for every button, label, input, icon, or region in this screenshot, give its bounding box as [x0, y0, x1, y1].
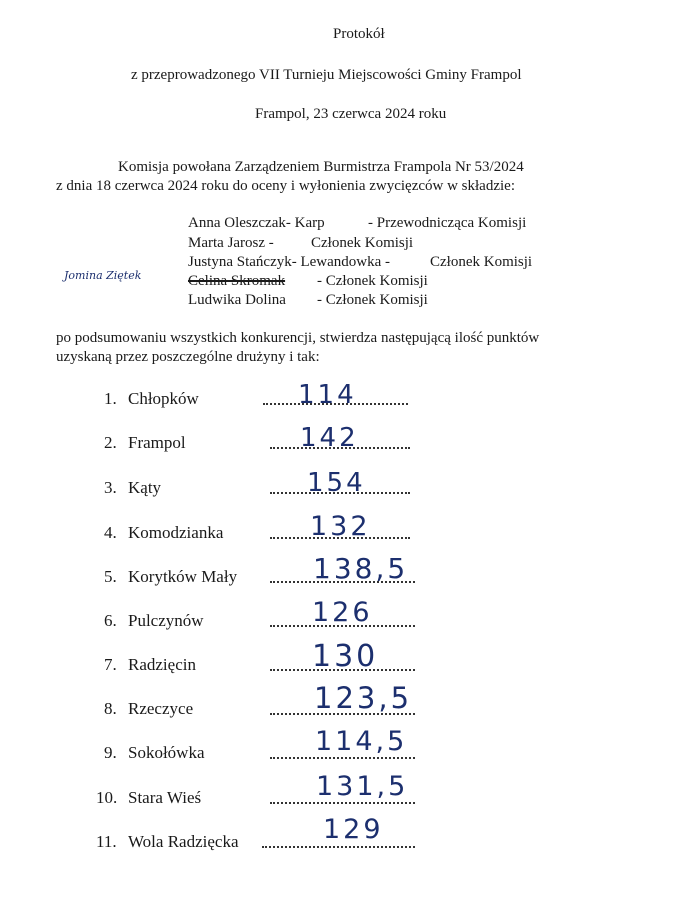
team-name: Frampol: [128, 433, 186, 452]
handwritten-points: 154: [307, 468, 366, 498]
handwritten-replacement-name: Jomina Ziętek: [64, 269, 142, 282]
committee-role-1: - Przewodnicząca Komisji: [368, 215, 527, 231]
committee-name-5: Ludwika Dolina: [188, 292, 286, 308]
handwritten-points: 142: [300, 423, 359, 453]
committee-name-3: Justyna Stańczyk- Lewandowka -: [188, 254, 391, 270]
team-name: Sokołówka: [128, 743, 205, 762]
handwritten-points: 126: [312, 597, 373, 628]
committee-role-5: - Członek Komisji: [317, 292, 428, 308]
result-number: 8.: [104, 699, 117, 718]
team-name: Rzeczyce: [128, 699, 194, 718]
result-number: 6.: [104, 611, 117, 630]
result-number: 3.: [104, 478, 117, 497]
result-number: 9.: [104, 743, 117, 762]
committee-name-1: Anna Oleszczak- Karp: [188, 215, 325, 231]
intro-line-2: z dnia 18 czerwca 2024 roku do oceny i wyłonienia zwycięzców w składzie:: [56, 178, 515, 194]
handwritten-points: 130: [312, 639, 379, 674]
handwritten-points: 132: [310, 511, 371, 542]
handwritten-points: 114,5: [315, 726, 408, 757]
dotted-leader: [270, 802, 415, 804]
dotted-leader: [262, 846, 415, 848]
result-number: 5.: [104, 567, 117, 586]
summary-line-2: uzyskaną przez poszczególne drużyny i tak:: [56, 349, 320, 365]
team-name: Chłopków: [128, 389, 199, 408]
place-date: Frampol, 23 czerwca 2024 roku: [255, 106, 447, 122]
team-name: Komodzianka: [128, 523, 224, 542]
team-name: Radzięcin: [128, 655, 196, 674]
handwritten-points: 114: [298, 380, 357, 410]
team-name: Korytków Mały: [128, 567, 238, 586]
result-number: 4.: [104, 523, 117, 542]
committee-role-4: - Członek Komisji: [317, 273, 428, 289]
committee-role-2: Członek Komisji: [311, 235, 414, 251]
handwritten-points: 129: [323, 814, 384, 845]
handwritten-points: 138,5: [313, 552, 409, 585]
result-number: 1.: [104, 389, 117, 408]
committee-name-2: Marta Jarosz -: [188, 235, 274, 251]
document-subtitle: z przeprowadzonego VII Turnieju Miejscowości Gminy Frampol: [131, 67, 522, 83]
document-title: Protokół: [333, 26, 385, 42]
team-name: Stara Wieś: [128, 788, 202, 807]
result-number: 2.: [104, 433, 117, 452]
summary-line-1: po podsumowaniu wszystkich konkurencji, stwierdza następującą ilość punktów: [56, 330, 540, 346]
committee-name-4-struck: Celina Skromak: [188, 273, 286, 289]
handwritten-points: 123,5: [314, 681, 413, 715]
handwritten-points: 131,5: [316, 771, 409, 802]
team-name: Pulczynów: [128, 611, 204, 630]
result-number: 7.: [104, 655, 117, 674]
team-name: Kąty: [128, 478, 162, 497]
result-number: 10.: [96, 788, 118, 807]
result-number: 11.: [96, 832, 117, 851]
intro-line-1: Komisja powołana Zarządzeniem Burmistrza Frampola Nr 53/2024: [118, 159, 524, 175]
committee-role-3: Członek Komisji: [430, 254, 533, 270]
dotted-leader: [270, 757, 415, 759]
team-name: Wola Radzięcka: [128, 832, 239, 851]
